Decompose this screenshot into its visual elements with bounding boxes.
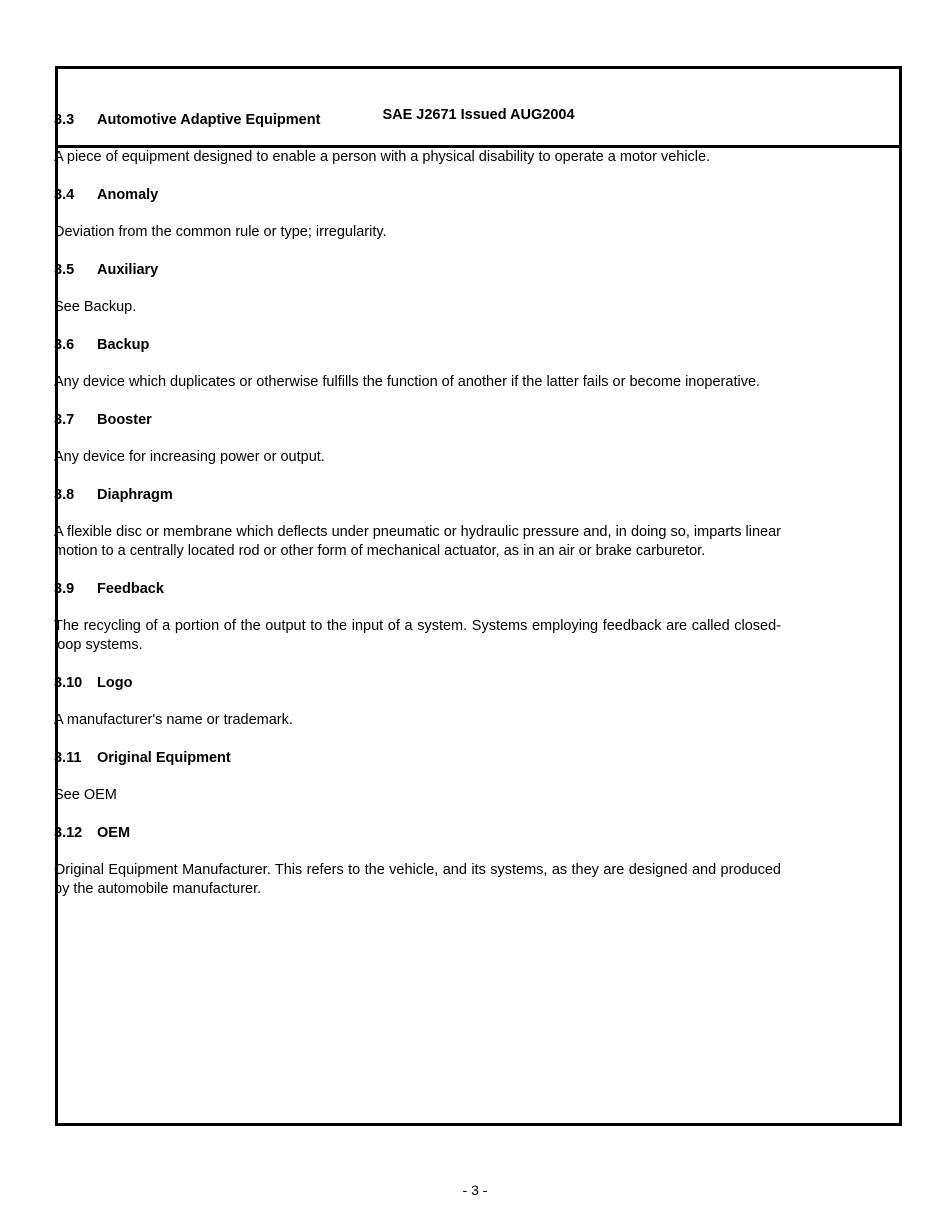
section-number: 3.12	[54, 825, 83, 841]
document-title: SAE J2671 Issued AUG2004	[382, 107, 575, 123]
definition-section	[54, 336, 781, 392]
section-title: Original Equipment	[97, 750, 231, 766]
section-heading	[54, 486, 781, 505]
section-heading	[54, 580, 781, 599]
section-title: Booster	[97, 412, 152, 428]
definition-section	[54, 261, 781, 317]
section-title: Auxiliary	[97, 262, 159, 278]
section-heading	[54, 186, 781, 205]
section-title: Logo	[97, 675, 133, 691]
section-definition: Deviation from the common rule or type; irregularity.	[54, 224, 387, 240]
section-number: 3.6	[54, 337, 75, 353]
definition-section	[54, 486, 781, 561]
section-number: 3.11	[54, 750, 82, 766]
definitions-content	[54, 111, 781, 918]
section-number: 3.10	[54, 675, 83, 691]
definition-section	[54, 186, 781, 242]
section-definition: Any device for increasing power or output.	[54, 449, 325, 465]
section-title: Anomaly	[97, 187, 159, 203]
section-heading	[54, 336, 781, 355]
section-heading	[54, 411, 781, 430]
section-heading	[54, 749, 781, 768]
section-definition: A flexible disc or membrane which deflects under pneumatic or hydraulic pressure and, in doing so, imparts linear motion to a centrally located rod or other form of mechanical actuator, as in an air or brake carburetor.	[54, 524, 781, 559]
section-definition: Original Equipment Manufacturer. This refers to the vehicle, and its systems, as they are designed and produced by the automobile manufacturer.	[54, 862, 781, 897]
section-heading	[54, 111, 781, 130]
section-definition: A piece of equipment designed to enable a person with a physical disability to operate a motor vehicle.	[54, 149, 711, 165]
definition-section	[54, 824, 781, 899]
section-definition: A manufacturer's name or trademark.	[54, 712, 293, 728]
section-title: Automotive Adaptive Equipment	[97, 112, 321, 128]
definition-section	[54, 674, 781, 730]
section-definition: Any device which duplicates or otherwise fulfills the function of another if the latter fails or become inoperative.	[54, 374, 761, 390]
section-heading	[54, 824, 781, 843]
definition-section	[54, 111, 781, 167]
section-heading	[54, 674, 781, 693]
page-number: - 3 -	[462, 1182, 488, 1198]
section-number: 3.3	[54, 112, 75, 128]
section-number: 3.9	[54, 581, 75, 597]
section-definition: See Backup.	[54, 299, 137, 315]
section-title: Backup	[97, 337, 150, 353]
section-number: 3.8	[54, 487, 75, 503]
section-definition: See OEM	[54, 787, 117, 803]
definition-section	[54, 411, 781, 467]
section-number: 3.5	[54, 262, 75, 278]
section-title: Diaphragm	[97, 487, 173, 503]
section-title: OEM	[97, 825, 131, 841]
section-heading	[54, 261, 781, 280]
section-definition: The recycling of a portion of the output to the input of a system. Systems employing feedback are called closed-loop systems.	[54, 618, 781, 653]
definition-section	[54, 749, 781, 805]
section-number: 3.4	[54, 187, 75, 203]
definition-section	[54, 580, 781, 655]
section-number: 3.7	[54, 412, 75, 428]
section-title: Feedback	[97, 581, 164, 597]
